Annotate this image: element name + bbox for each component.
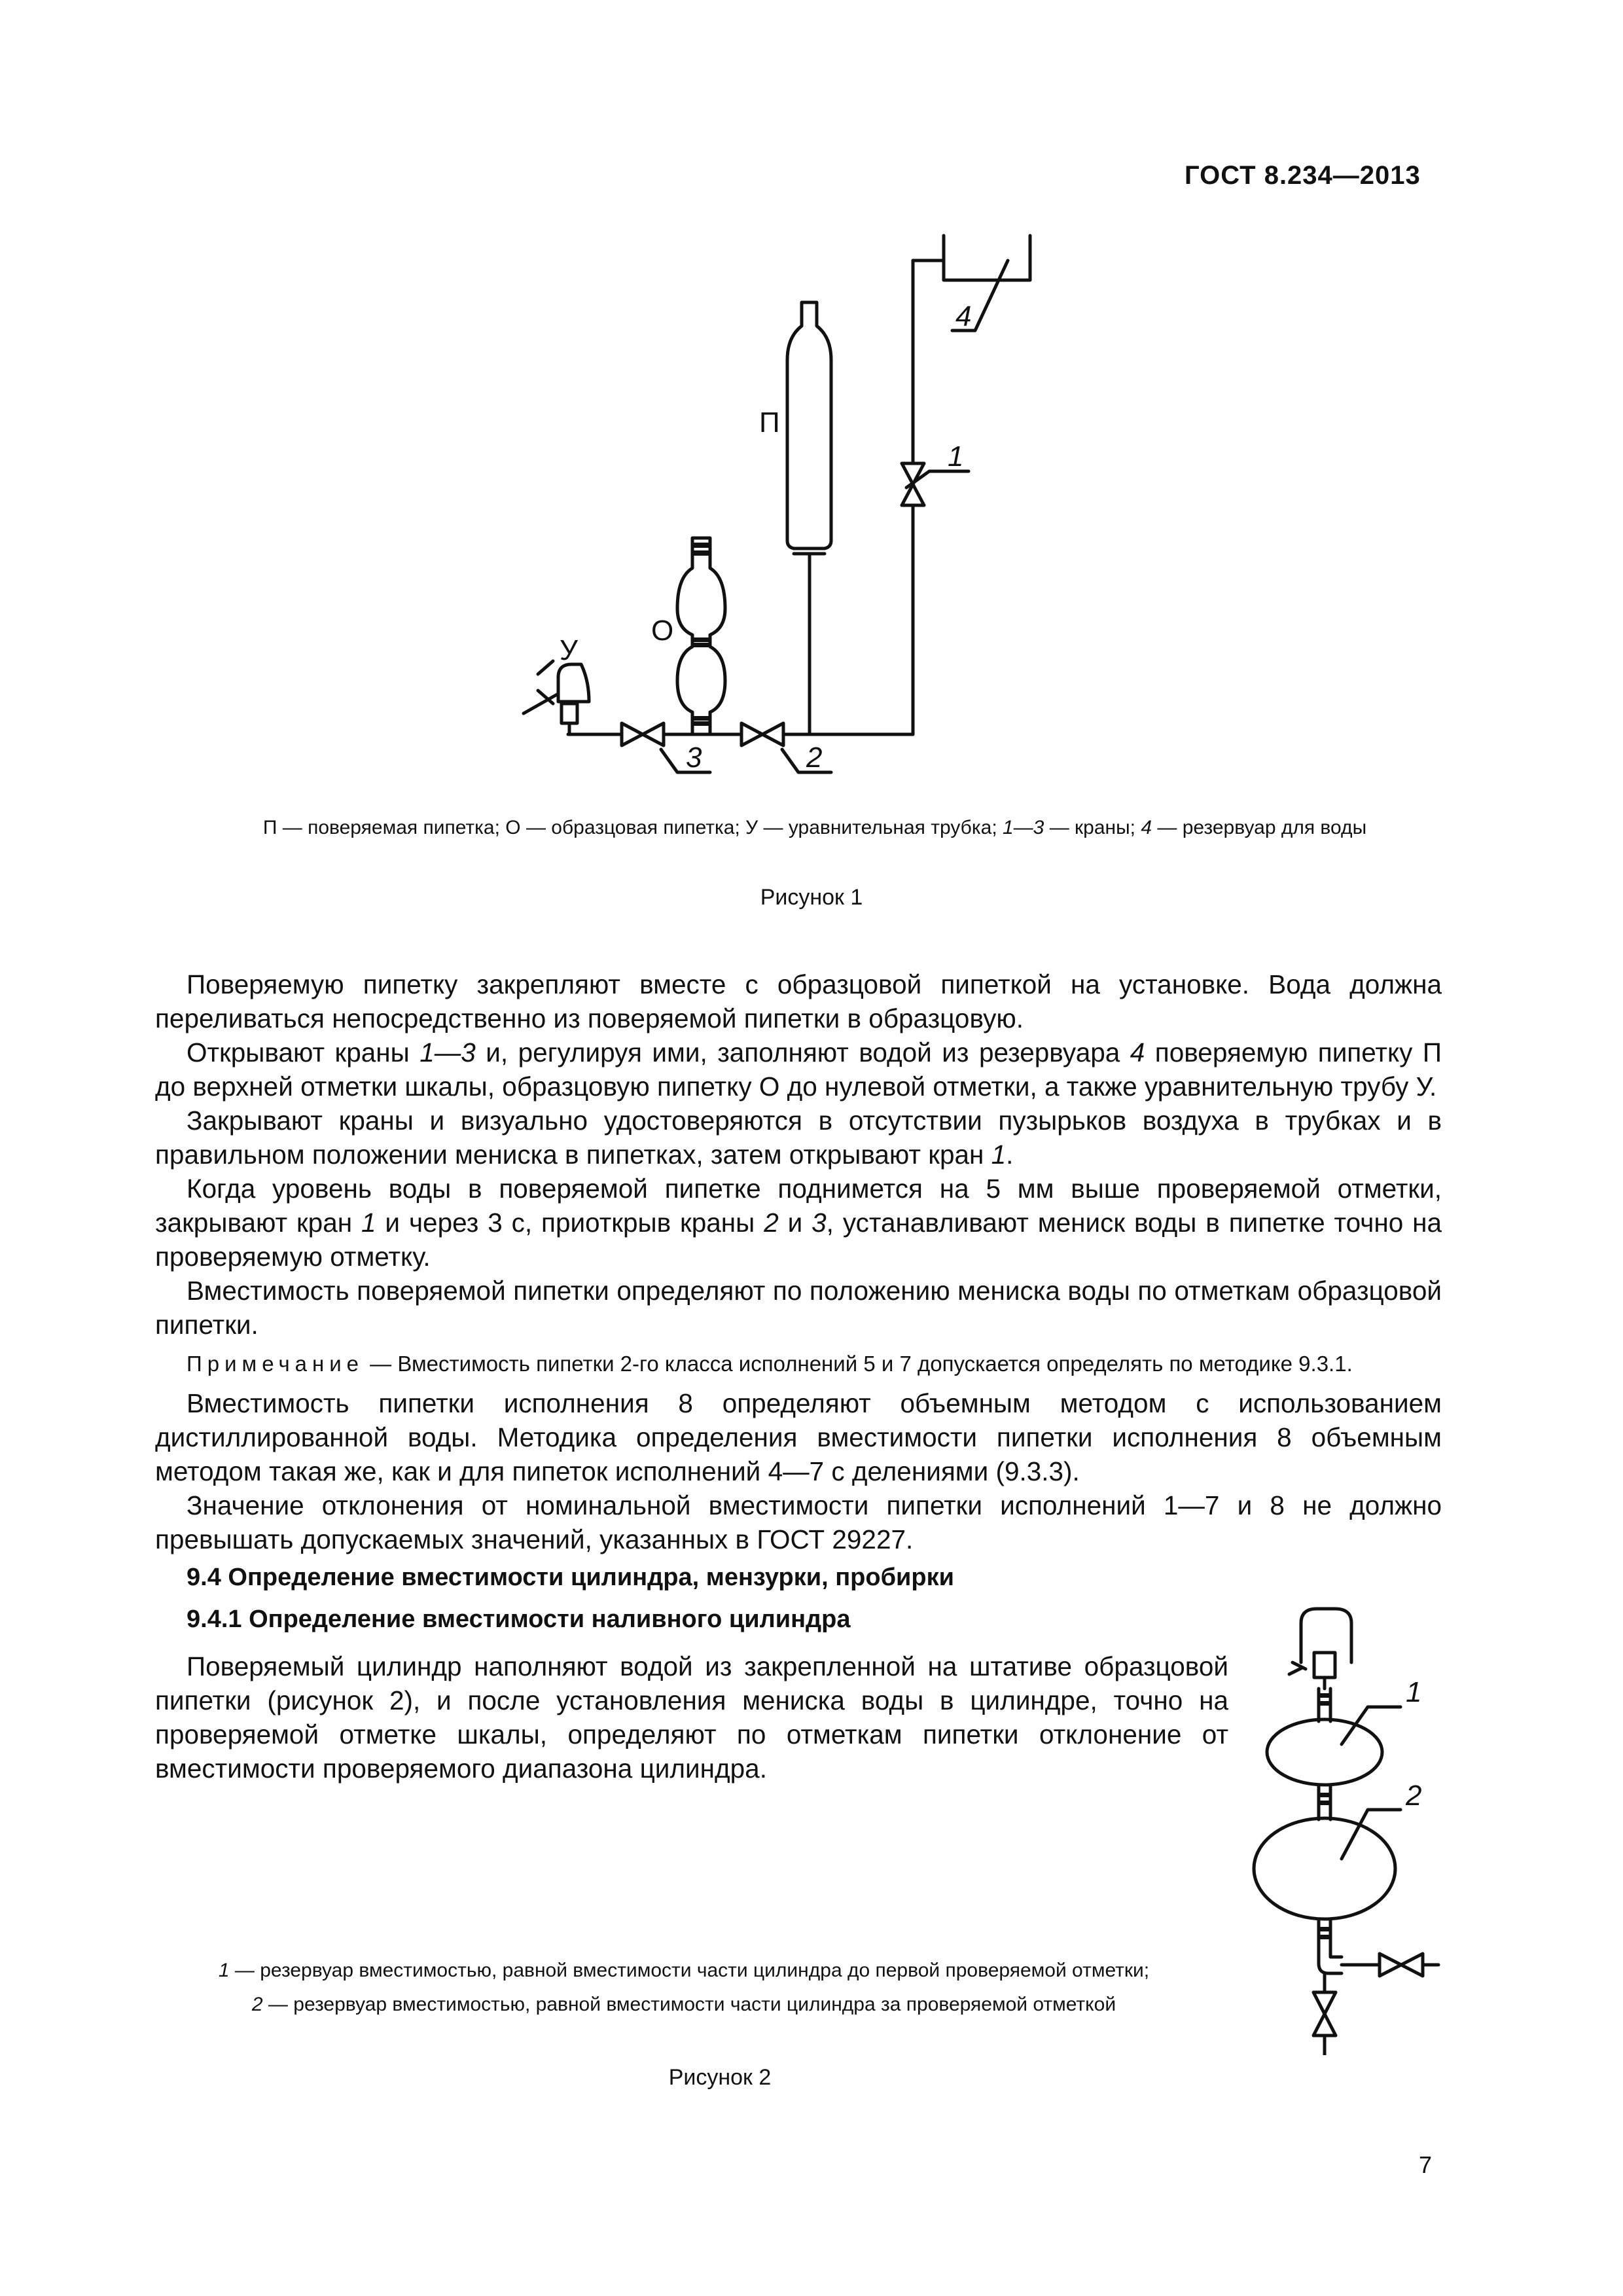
page-number: 7 [1419, 2151, 1433, 2178]
reference-pipette [677, 538, 725, 734]
figure-2-legend-line-2: 2 — резервуар вместимостью, равной вместимости части цилиндра за проверяемой отметкой [251, 1994, 1116, 2015]
figure-2-legend-line-1: 1 — резервуар вместимостью, равной вместимости части цилиндра до первой проверяемой отметки; [218, 1960, 1150, 1981]
paragraph-8-container [155, 1649, 1228, 1785]
paragraph-2: Открывают краны 1—3 и, регулируя ими, заполняют водой из резервуара 4 поверяемую пипетку П до верхней отметки шкалы, образцовую пипетку О до нулевой отметки, а также уравнительную трубу У. [155, 1037, 1442, 1102]
label-equalizing-tube: У [560, 634, 578, 666]
figure-2-caption: Рисунок 2 [668, 2065, 772, 2090]
valve-3 [622, 723, 664, 745]
paragraph-4: Когда уровень воды в поверяемой пипетке поднимется на 5 мм выше проверяемой отметки, закрывают кран 1 и через 3 с, приоткрыв краны 2 и 3, устанавливают мениск воды в пипетке точно на проверяемую отметку. [155, 1174, 1442, 1272]
paragraph-5: Вместимость поверяемой пипетки определяют по положению мениска воды по отметкам образцовой пипетки. [155, 1276, 1442, 1340]
body-text [155, 967, 1442, 1640]
valve-2 [741, 723, 783, 745]
pipette-holder [1301, 1609, 1351, 1662]
label-valve-2: 2 [806, 742, 823, 774]
paragraph-1: Поверяемую пипетку закрепляют вместе с образцовой пипеткой на установке. Вода должна переливаться непосредственно из поверяемой пипетки в образцовую. [155, 969, 1442, 1033]
equalizing-tube [558, 664, 589, 702]
valve-1 [902, 463, 924, 505]
tested-pipette [787, 302, 831, 548]
label-reservoir-2: 2 [1406, 1780, 1422, 1812]
label-tested-pipette: П [759, 406, 780, 439]
section-heading-9-4: 9.4 Определение вместимости цилиндра, мензурки, пробирки [187, 1564, 954, 1591]
document-header: ГОСТ 8.234—2013 [1185, 161, 1421, 190]
label-reservoir-1: 1 [1406, 1676, 1422, 1708]
paragraph-6: Вместимость пипетки исполнения 8 определяют объемным методом с использованием дистиллированной воды. Методика определения вместимости пипетки исполнения 8 объемным методом такая же, как и для пипеток исполнений 4—7 с делениями (9.3.3). [155, 1388, 1442, 1486]
reservoir-2 [1254, 1818, 1395, 1919]
figure-2-diagram [1230, 1597, 1453, 2055]
figure-1-legend: П — поверяемая пипетка; О — образцовая пипетка; У — уравнительная трубка; 1—3 — краны; 4 — резервуар для воды [262, 817, 1367, 838]
section-heading-9-4-1: 9.4.1 Определение вместимости наливного цилиндра [187, 1605, 851, 1633]
figure-1-caption: Рисунок 1 [760, 885, 863, 910]
figure-2-valve-horizontal [1380, 1954, 1423, 1976]
water-reservoir [944, 236, 1030, 280]
label-valve-1: 1 [948, 440, 964, 473]
paragraph-8: Поверяемый цилиндр наполняют водой из закрепленной на штативе образцовой пипетки (рисунок 2), и после установления мениска воды в цилиндре, точно на проверяемой отметке шкалы, определяют по отметкам пипетки отклонение от вместимости проверяемого диапазона цилиндра. [155, 1651, 1228, 1784]
label-reservoir-4: 4 [955, 300, 972, 332]
label-valve-3: 3 [686, 742, 702, 774]
label-reference-pipette: О [651, 615, 674, 647]
figure-2-valve-vertical [1313, 1992, 1336, 2036]
figure-1-diagram [0, 0, 1623, 812]
note: Примечание — Вместимость пипетки 2-го класса исполнений 5 и 7 допускается определять по методике 9.3.1. [187, 1352, 1353, 1376]
paragraph-7: Значение отклонения от номинальной вместимости пипетки исполнений 1—7 и 8 не должно превышать допускаемых значений, указанных в ГОСТ 29227. [155, 1490, 1442, 1554]
figure-2-legend [141, 1954, 1227, 2022]
reservoir-1 [1267, 1719, 1382, 1785]
paragraph-3: Закрывают краны и визуально удостоверяются в отсутствии пузырьков воздуха в трубках и в правильном положении мениска в пипетках, затем открывают кран 1. [155, 1105, 1442, 1170]
